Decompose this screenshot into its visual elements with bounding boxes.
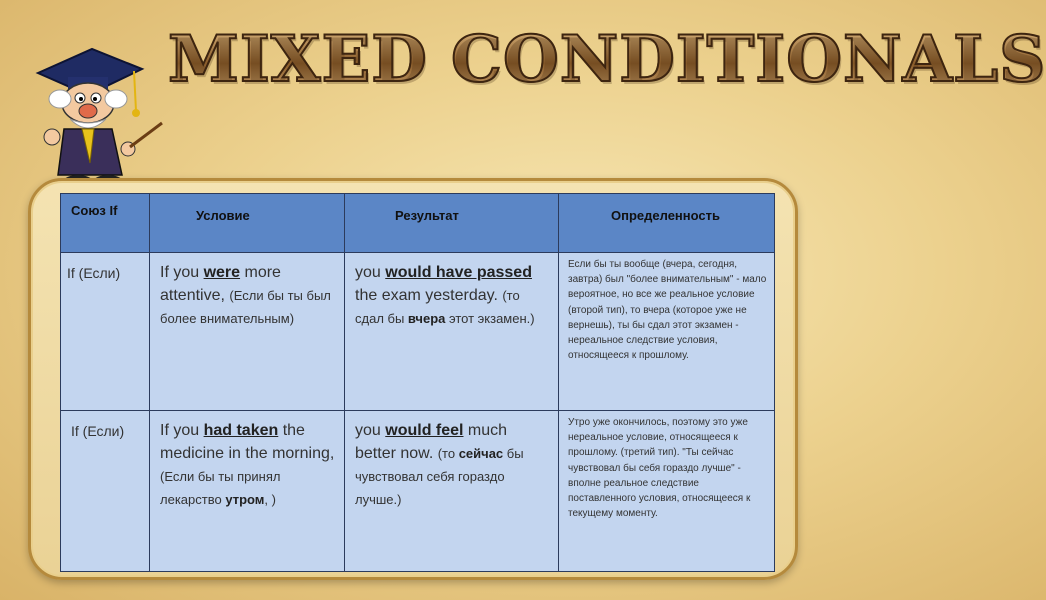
conjunction-cell: If (Если) xyxy=(61,253,150,411)
header-condition: Условие xyxy=(150,194,345,253)
result-cell: you would have passed the exam yesterday. (то сдал бы вчера этот экзамен.) xyxy=(345,253,559,411)
table-row xyxy=(61,411,775,572)
header-result: Результат xyxy=(345,194,559,253)
conditionals-table xyxy=(60,193,775,572)
condition-cell: If you were more attentive, (Если бы ты был более внимательным) xyxy=(150,253,345,411)
table-row xyxy=(61,253,775,411)
result-cell: you would feel much better now. (то сейчас бы чувствовал себя гораздо лучше.) xyxy=(345,411,559,572)
professor-mascot-illustration xyxy=(30,25,170,190)
table-header-row xyxy=(61,194,775,253)
header-certainty: Определенность xyxy=(559,194,775,253)
page-title: MIXED CONDITIONALS xyxy=(168,22,1046,97)
condition-cell: If you had taken the medicine in the morning, (Если бы ты принял лекарство утром, ) xyxy=(150,411,345,572)
certainty-cell: Утро уже окончилось, поэтому это уже нереальное условие, относящееся к прошлому. (третий тип). "Ты сейчас чувствовал бы себя гораздо лучше" - вполне реальное следствие поставленного условия, относящееся к текущему моменту. xyxy=(559,411,775,572)
header-conjunction: Союз If xyxy=(61,194,150,253)
conjunction-cell: If (Если) xyxy=(61,411,150,572)
certainty-cell: Если бы ты вообще (вчера, сегодня, завтра) был "более внимательным" - мало вероятное, но все же реальное условие (второй тип), то вчера (которое уже не вернешь), ты бы сдал этот экзамен - нереальное следствие условия, относящееся к прошлому. xyxy=(559,253,775,411)
